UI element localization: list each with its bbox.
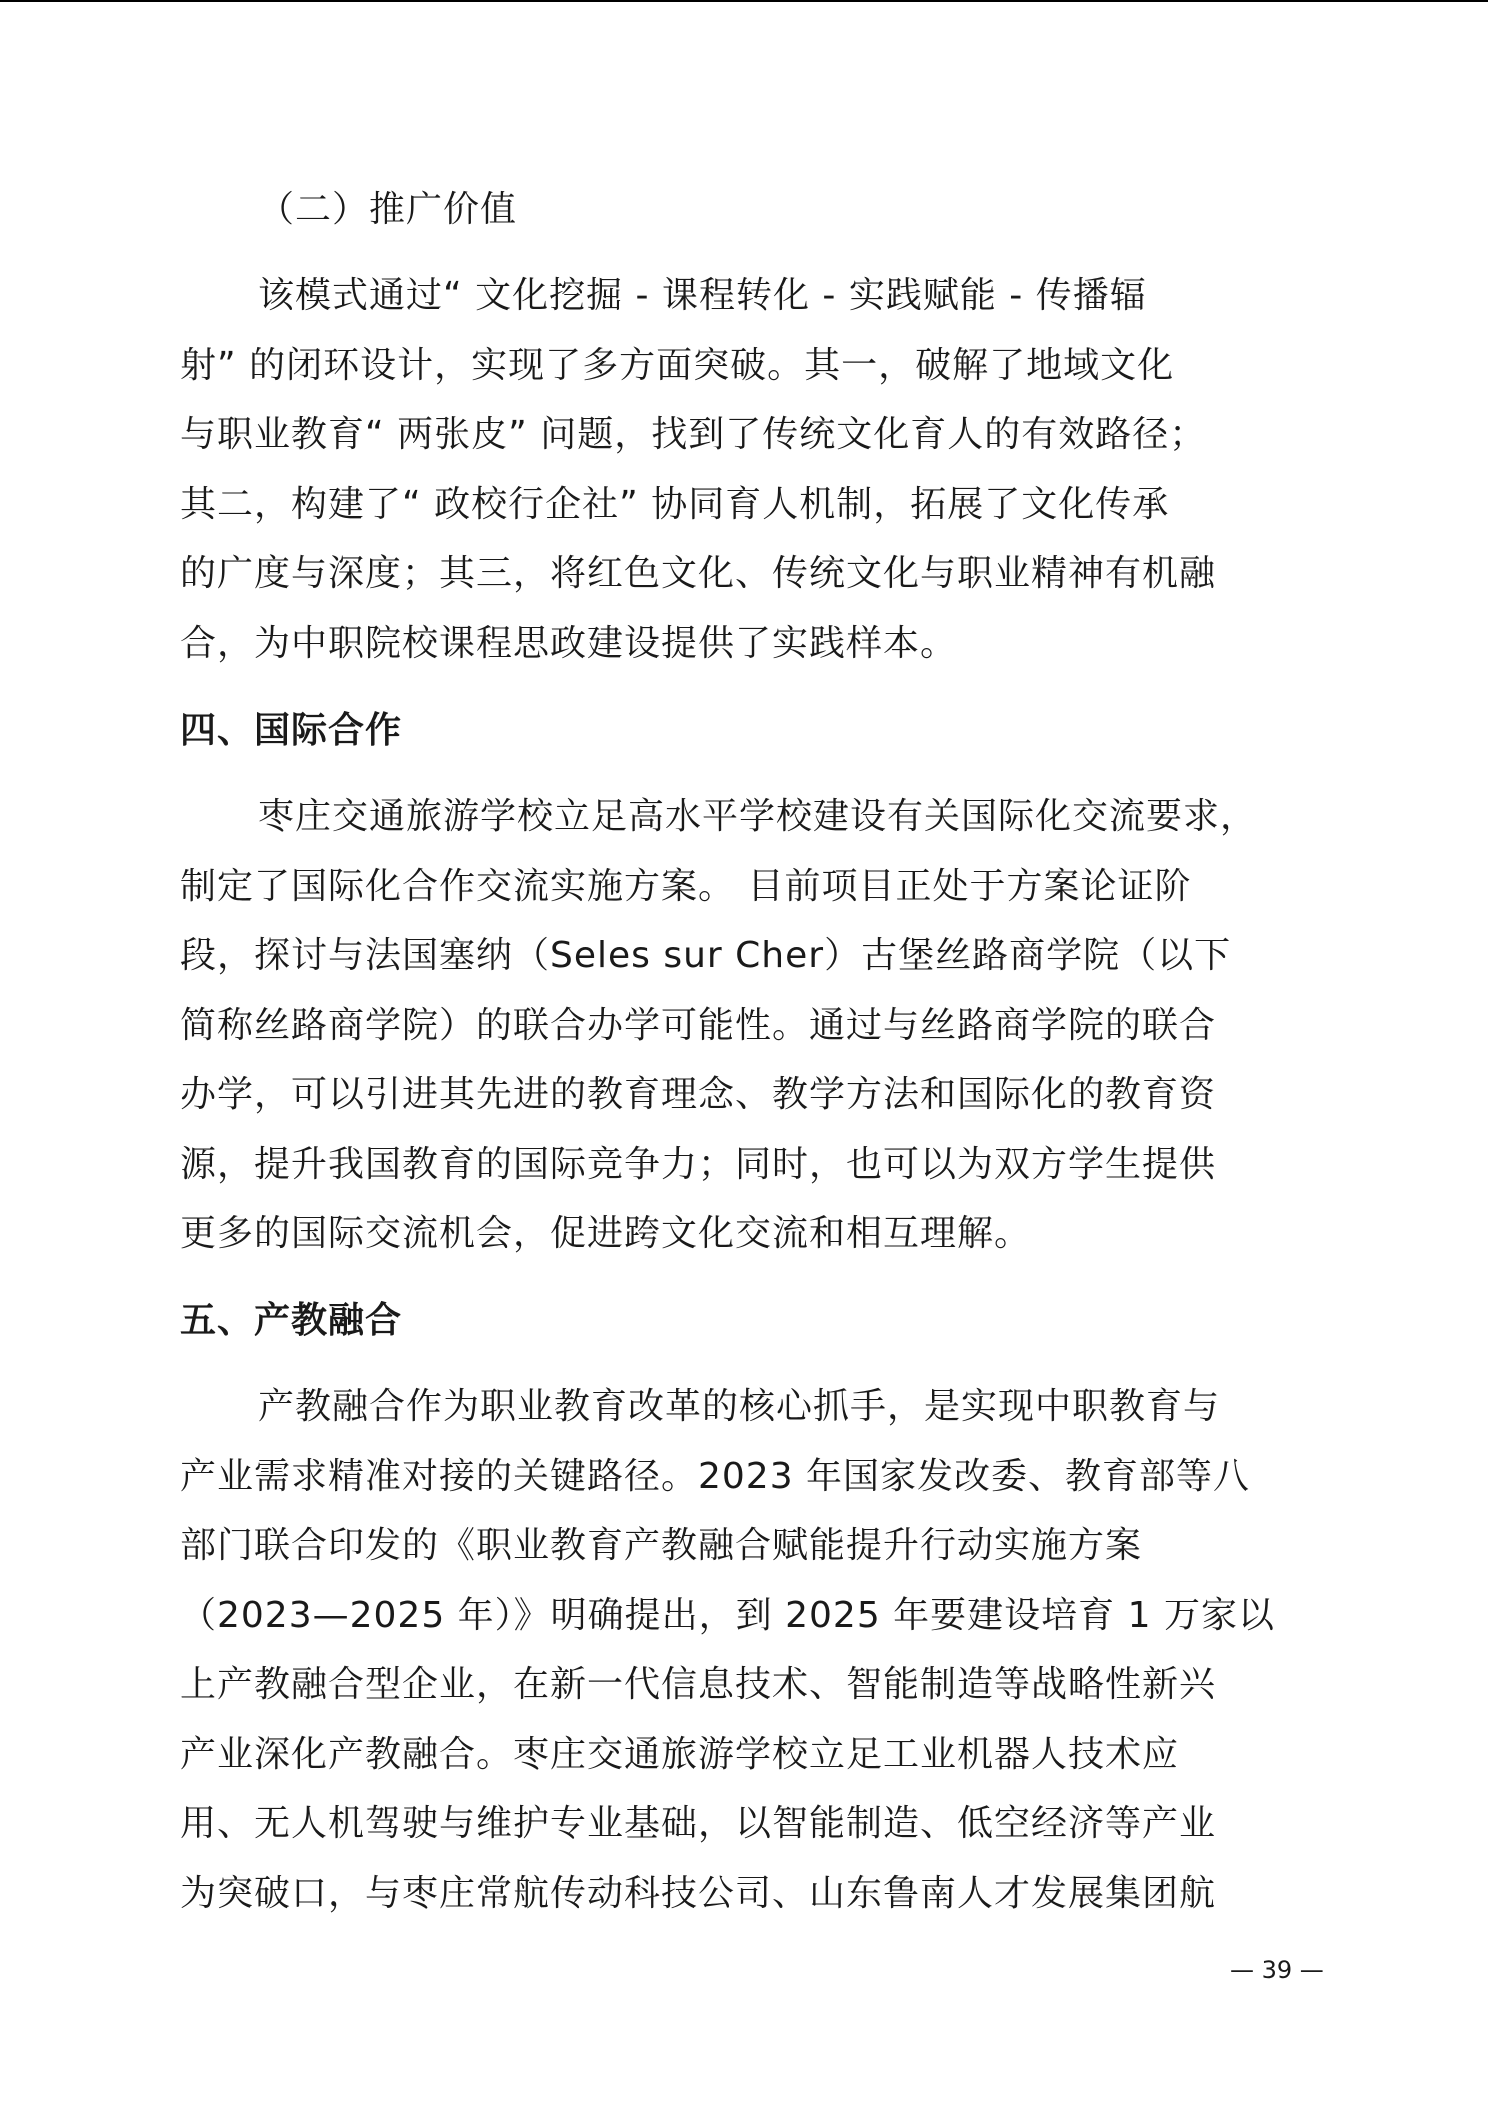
paragraph-line: 为突破口，与枣庄常航传动科技公司、山东鲁南人才发展集团航 <box>180 1873 1217 1914</box>
paragraph-line: 上产教融合型企业，在新一代信息技术、智能制造等战略性新兴 <box>180 1664 1217 1705</box>
paragraph-line: 简称丝路商学院）的联合办学可能性。通过与丝路商学院的联合 <box>180 1005 1217 1046</box>
paragraph-line: 该模式通过“ 文化挖掘 - 课程转化 - 实践赋能 - 传播辐 <box>258 275 1147 316</box>
paragraph-line: 合，为中职院校课程思政建设提供了实践样本。 <box>180 623 958 664</box>
heading-industry-education-integration: 五、产教融合 <box>180 1300 403 1341</box>
page-top-border <box>0 0 1488 2</box>
paragraph-line: 源，提升我国教育的国际竞争力；同时，也可以为双方学生提供 <box>180 1144 1217 1185</box>
page-number: — 39 — <box>1230 1956 1324 1984</box>
paragraph-line: 产业深化产教融合。枣庄交通旅游学校立足工业机器人技术应 <box>180 1734 1180 1775</box>
paragraph-line: 产业需求精准对接的关键路径。2023 年国家发改委、教育部等八 <box>180 1456 1251 1497</box>
paragraph-line: 产教融合作为职业教育改革的核心抓手，是实现中职教育与 <box>258 1386 1221 1427</box>
paragraph-line: 射” 的闭环设计，实现了多方面突破。其一，破解了地域文化 <box>180 345 1175 386</box>
paragraph-line: 段，探讨与法国塞纳（Seles sur Cher）古堡丝路商学院（以下 <box>180 935 1232 976</box>
paragraph-line: 更多的国际交流机会，促进跨文化交流和相互理解。 <box>180 1213 1032 1254</box>
paragraph-line: （2023—2025 年）》明确提出，到 2025 年要建设培育 1 万家以 <box>180 1595 1275 1636</box>
paragraph-line: 的广度与深度；其三，将红色文化、传统文化与职业精神有机融 <box>180 553 1217 594</box>
paragraph-line: 其二，构建了“ 政校行企社” 协同育人机制，拓展了文化传承 <box>180 484 1170 525</box>
paragraph-line: 制定了国际化合作交流实施方案。 目前项目正处于方案论证阶 <box>180 866 1192 907</box>
paragraph-line: 部门联合印发的《职业教育产教融合赋能提升行动实施方案 <box>180 1525 1143 1566</box>
paragraph-line: 办学，可以引进其先进的教育理念、教学方法和国际化的教育资 <box>180 1074 1217 1115</box>
heading-international-cooperation: 四、国际合作 <box>180 710 403 751</box>
paragraph-line: 与职业教育“ 两张皮” 问题，找到了传统文化育人的有效路径； <box>180 414 1207 455</box>
subheading-promotion-value: （二）推广价值 <box>258 189 518 230</box>
paragraph-line: 枣庄交通旅游学校立足高水平学校建设有关国际化交流要求， <box>258 796 1258 837</box>
paragraph-line: 用、无人机驾驶与维护专业基础，以智能制造、低空经济等产业 <box>180 1803 1217 1844</box>
